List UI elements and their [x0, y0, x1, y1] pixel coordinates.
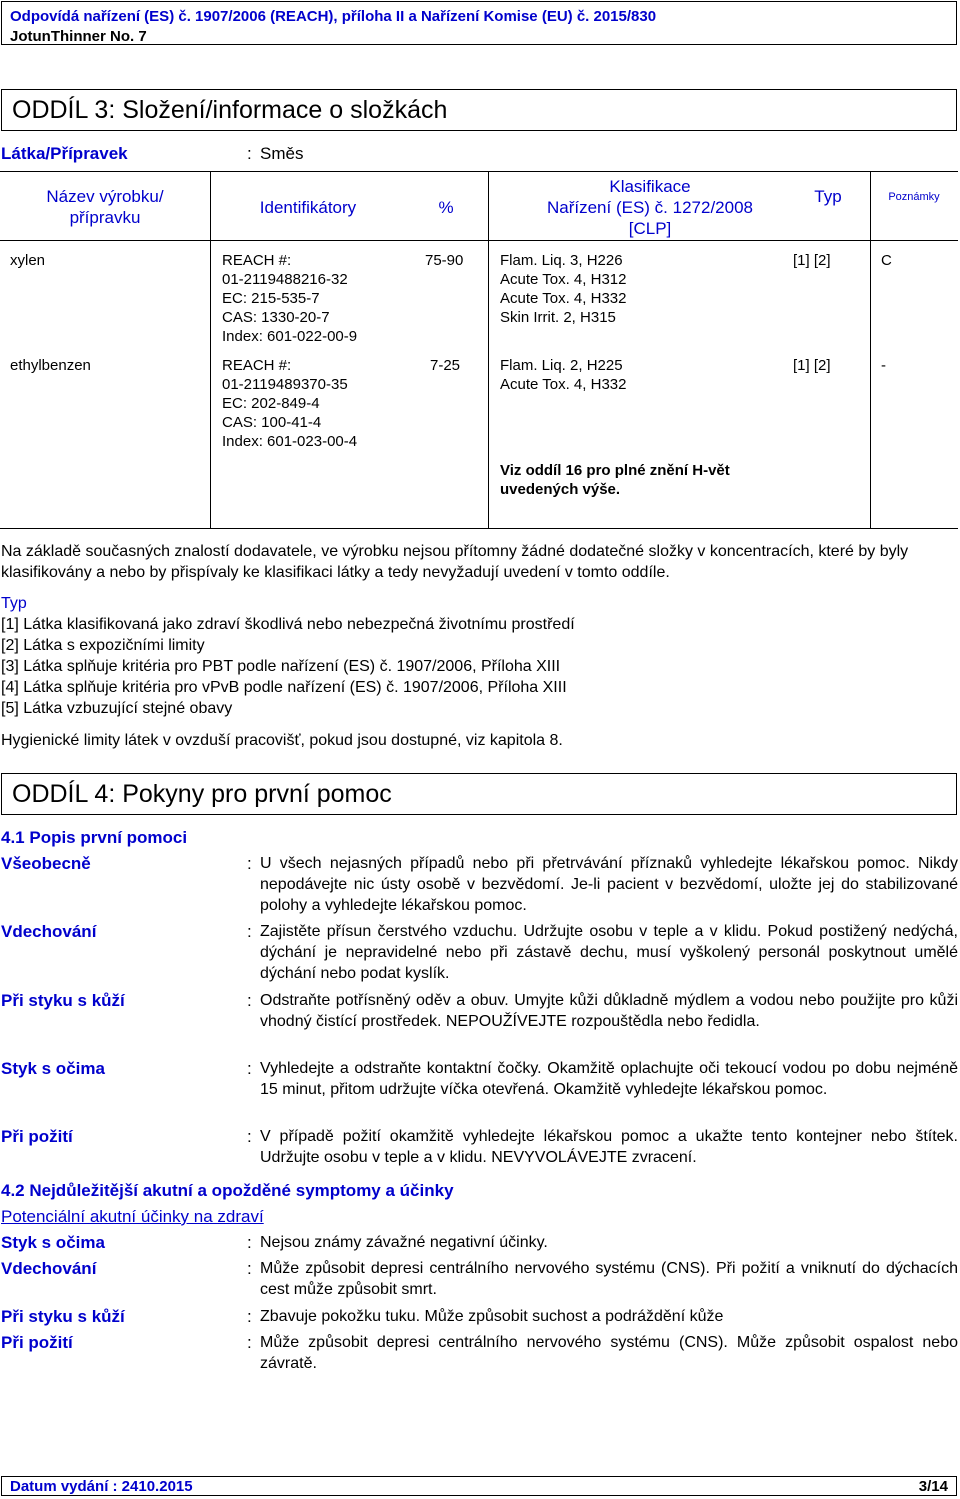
type-heading: Typ — [1, 595, 27, 612]
text-ingestion: V případě požití okamžitě vyhledejte lékařskou pomoc a ukažte tento kontejner nebo štítek. Udržujte osobu v teple a v klidu. NEVYVOLÁVEJTE zvracení. — [260, 1128, 958, 1166]
colon: : — [247, 1307, 252, 1326]
limits-note: Hygienické limity látek v ovzduší pracovišť, pokud jsou dostupné, viz kapitola 8. — [1, 732, 563, 749]
text-skin-contact: Odstraňte potřísněný oděv a obuv. Umyjte kůži důkladně mýdlem a vodou nebo použijte pro kůži vhodný čistící prostředek. NEPOUŽÍVEJTE rozpouštědla nebo ředidla. — [260, 992, 958, 1030]
colon: : — [247, 1233, 252, 1252]
table-col-rule — [870, 171, 871, 528]
regulation-line: Odpovídá nařízení (ES) č. 1907/2006 (REACH), příloha II a Nařízení Komise (EU) č. 2015/830 — [10, 8, 657, 25]
colon: : — [247, 991, 252, 1010]
col-header-name: Název výrobku/ přípravku — [46, 187, 164, 227]
section-3-title: ODDÍL 3: Složení/informace o složkách — [12, 96, 448, 124]
colon: : — [247, 922, 252, 941]
type-item-2: [2] Látka s expozičními limity — [1, 637, 205, 654]
section-3-title-box — [1, 89, 957, 131]
additional-ingredients-note: Na základě současných znalostí dodavatele, ve výrobku nejsou přítomny žádné dodatečné složky v koncentracích, které by byly klasifikovány a nebo by přispívaly ke klasifikaci látky a tedy nevyžadují uvedení v tomto oddíle. — [1, 543, 909, 581]
row-ethylbenzen-percent: 7-25 — [430, 357, 461, 374]
substance-colon: : — [247, 144, 252, 163]
colon: : — [247, 1127, 252, 1146]
substance-value: Směs — [260, 144, 304, 163]
label-effects-skin-contact: Při styku s kůží — [1, 1307, 125, 1326]
colon: : — [247, 1059, 252, 1078]
page-number: 3/14 — [918, 1478, 948, 1495]
type-item-5: [5] Látka vzbuzující stejné obavy — [1, 700, 233, 717]
row-xylen-identifiers: REACH #: 01-2119488216-32 EC: 215-535-7 CAS: 1330-20-7 Index: 601-022-00-9 — [222, 252, 358, 345]
label-effects-inhalation: Vdechování — [1, 1259, 97, 1278]
row-ethylbenzen-name: ethylbenzen — [10, 357, 91, 374]
document-footer — [1, 1476, 957, 1496]
row-ethylbenzen-classification: Flam. Liq. 2, H225 Acute Tox. 4, H332 — [500, 357, 627, 393]
col-header-classification: Klasifikace Nařízení (ES) č. 1272/2008 [CLP] — [546, 177, 753, 238]
label-general: Všeobecně — [1, 854, 91, 873]
text-effects-inhalation: Může způsobit depresi centrálního nervového systému (CNS). Při požití a vniknutí do dýchacích cest může způsobit smrt. — [260, 1260, 958, 1298]
label-ingestion: Při požití — [1, 1127, 73, 1146]
substance-label: Látka/Přípravek — [1, 144, 128, 163]
row-xylen-type: [1] [2] — [793, 252, 831, 269]
colon: : — [247, 1333, 252, 1352]
row-xylen-percent: 75-90 — [425, 252, 464, 269]
text-effects-eye-contact: Nejsou známy závažné negativní účinky. — [260, 1234, 548, 1251]
row-xylen-name: xylen — [10, 252, 46, 269]
row-ethylbenzen-identifiers: REACH #: 01-2119489370-35 EC: 202-849-4 CAS: 100-41-4 Index: 601-023-00-4 — [222, 357, 358, 450]
col-header-notes: Poznámky — [888, 191, 940, 203]
row-xylen-notes: C — [881, 252, 892, 269]
colon: : — [247, 854, 252, 873]
text-eye-contact: Vyhledejte a odstraňte kontaktní čočky. Okamžitě oplachujte oči tekoucí vodou po dobu nejméně 15 minut, přitom udržujte víčka otevřená. Okamžitě vyhledejte lékařskou pomoc. — [260, 1060, 958, 1098]
col-header-type: Typ — [814, 187, 842, 206]
col-header-identifiers: Identifikátory — [259, 198, 357, 217]
subsection-4-1-title: 4.1 Popis první pomoci — [1, 828, 188, 847]
text-effects-ingestion: Může způsobit depresi centrálního nervového systému (CNS). Může způsobit ospalost nebo závratě. — [260, 1334, 958, 1372]
type-item-4: [4] Látka splňuje kritéria pro vPvB podle nařízení (ES) č. 1907/2006, Příloha XIII — [1, 679, 567, 696]
table-footnote: Viz oddíl 16 pro plné znění H-vět uvedených výše. — [500, 462, 730, 498]
table-header-rule — [0, 240, 958, 241]
colon: : — [247, 1259, 252, 1278]
text-general: U všech nejasných případů nebo při přetrvávání příznaků vyhledejte lékařskou pomoc. Nikdy nepodávejte nic ústy osobě v bezvědomí. Je-li pacient v bezvědomí, uložte jej do stabilizované polohy a vyhledejte lékařskou pomoc. — [260, 855, 958, 914]
issue-date: Datum vydání : 2410.2015 — [10, 1478, 193, 1495]
label-skin-contact: Při styku s kůží — [1, 991, 125, 1010]
table-top-rule — [0, 171, 958, 172]
type-item-1: [1] Látka klasifikovaná jako zdraví škodlivá nebo nebezpečná životnímu prostředí — [1, 616, 575, 633]
label-effects-ingestion: Při požití — [1, 1333, 73, 1352]
text-inhalation: Zajistěte přísun čerstvého vzduchu. Udržujte osobu v teple a v klidu. Pokud postižený nedýchá, dýchání je nepravidelné nebo při zástavě dechu, musí vyškolený personál poskytnout umělé dýchání nebo podat kyslík. — [260, 923, 958, 982]
acute-effects-heading: Potenciální akutní účinky na zdraví — [1, 1207, 264, 1226]
type-item-3: [3] Látka splňuje kritéria pro PBT podle nařízení (ES) č. 1907/2006, Příloha XIII — [1, 658, 561, 675]
subsection-4-2-title: 4.2 Nejdůležitější akutní a opožděné symptomy a účinky — [1, 1181, 454, 1200]
product-name: JotunThinner No. 7 — [10, 28, 147, 45]
col-header-percent: % — [438, 198, 454, 217]
table-col-rule — [488, 171, 489, 528]
row-ethylbenzen-notes: - — [881, 357, 886, 374]
section-4-title-box — [1, 773, 957, 815]
row-xylen-classification: Flam. Liq. 3, H226 Acute Tox. 4, H312 Acute Tox. 4, H332 Skin Irrit. 2, H315 — [500, 252, 627, 326]
label-inhalation: Vdechování — [1, 922, 97, 941]
row-ethylbenzen-type: [1] [2] — [793, 357, 831, 374]
label-eye-contact: Styk s očima — [1, 1059, 105, 1078]
table-bottom-rule — [0, 528, 958, 529]
document-header — [1, 1, 957, 45]
section-4-title: ODDÍL 4: Pokyny pro první pomoc — [12, 780, 392, 808]
label-effects-eye-contact: Styk s očima — [1, 1233, 105, 1252]
text-effects-skin-contact: Zbavuje pokožku tuku. Může způsobit suchost a podráždění kůže — [260, 1308, 724, 1325]
table-col-rule — [210, 171, 211, 528]
